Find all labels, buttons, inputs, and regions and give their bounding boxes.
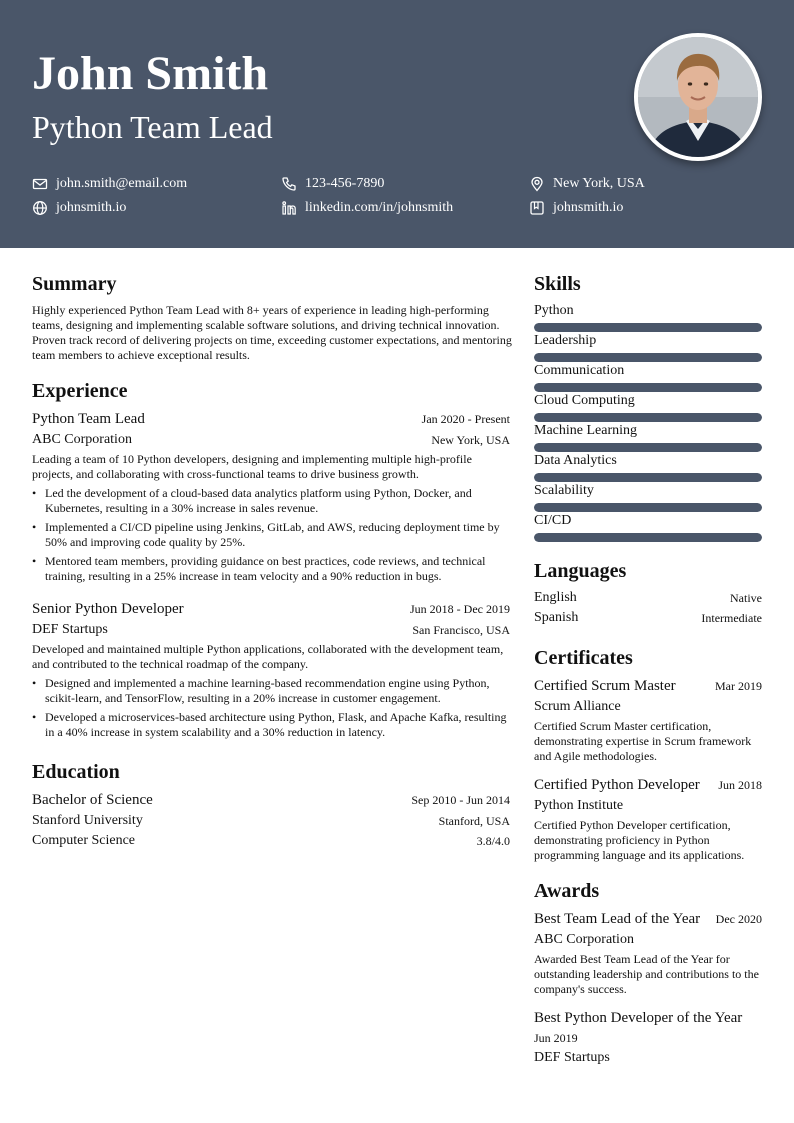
contact-location-text: New York, USA bbox=[553, 176, 645, 191]
skill-name: Machine Learning bbox=[534, 423, 638, 438]
skill-name: Cloud Computing bbox=[534, 393, 635, 408]
skill-level-bar bbox=[534, 473, 762, 482]
job-bullet: • Mentored team members, providing guidance on best practices, code reviews, and technical training, resulting in a 25% increase in team velocity and a 90% reduction in bugs. bbox=[45, 554, 510, 584]
mail-icon bbox=[32, 176, 48, 192]
skill-name: Communication bbox=[534, 363, 625, 378]
profile-photo bbox=[634, 33, 762, 161]
job-bullet: • Implemented a CI/CD pipeline using Jenkins, GitLab, and AWS, reducing deployment time by 50% and improving code quality by 25%. bbox=[45, 520, 510, 550]
education-degree: Bachelor of Science bbox=[32, 792, 153, 808]
award-date: Jun 2019 bbox=[534, 1031, 578, 1045]
contact-portfolio[interactable] bbox=[529, 199, 623, 217]
summary-heading: Summary bbox=[32, 273, 117, 295]
certificate-name: Certified Scrum Master bbox=[534, 678, 676, 694]
skill-level-bar bbox=[534, 503, 762, 512]
job-dates: Jun 2018 - Dec 2019 bbox=[410, 602, 510, 616]
summary-text: Highly experienced Python Team Lead with 8+ years of experience in leading high-performing teams, designing and implementing scalable software solutions, and driving technical innovation. Proven track record of delivering projects on time, exceeding customer expectations, and mentoring team members to achieve exceptional results. bbox=[32, 303, 512, 362]
experience-heading: Experience bbox=[32, 380, 128, 402]
job-location: San Francisco, USA bbox=[412, 623, 510, 637]
skill-level-fill bbox=[534, 533, 762, 542]
job-location: New York, USA bbox=[431, 433, 510, 447]
linkedin-icon bbox=[281, 200, 297, 216]
globe-icon bbox=[32, 200, 48, 216]
skill-level-fill bbox=[534, 383, 762, 392]
certificate-description: Certified Scrum Master certification, demonstrating expertise in Scrum framework and Agile methodologies. bbox=[534, 719, 752, 763]
award-name: Best Python Developer of the Year bbox=[534, 1010, 743, 1026]
skill-level-bar bbox=[534, 533, 762, 542]
skill-level-fill bbox=[534, 353, 762, 362]
job-bullet: • Developed a microservices-based architecture using Python, Flask, and Apache Kafka, resulting in a 40% increase in system scalability and a 30% reduction in latency. bbox=[45, 710, 510, 740]
skill-level-fill bbox=[534, 443, 762, 452]
skill-level-fill bbox=[534, 473, 762, 482]
language-level: Native bbox=[730, 591, 762, 605]
contact-linkedin[interactable] bbox=[281, 199, 453, 217]
certificate-date: Jun 2018 bbox=[718, 778, 762, 792]
language-name: Spanish bbox=[534, 610, 579, 625]
education-location: Stanford, USA bbox=[438, 814, 510, 828]
phone-icon bbox=[281, 176, 297, 192]
contact-email-text: john.smith@email.com bbox=[56, 176, 188, 191]
skill-name: Data Analytics bbox=[534, 453, 617, 468]
education-dates: Sep 2010 - Jun 2014 bbox=[411, 793, 510, 807]
contact-website[interactable] bbox=[32, 199, 126, 217]
profile-photo-image bbox=[638, 37, 758, 157]
award-name: Best Team Lead of the Year bbox=[534, 911, 701, 927]
bookmark-icon bbox=[529, 200, 545, 216]
award-issuer: DEF Startups bbox=[534, 1050, 610, 1065]
languages-heading: Languages bbox=[534, 560, 627, 582]
award-issuer: ABC Corporation bbox=[534, 932, 634, 947]
skill-level-fill bbox=[534, 413, 762, 422]
award-description: Awarded Best Team Lead of the Year for outstanding leadership and contributions to the company's success. bbox=[534, 952, 759, 996]
location-pin-icon bbox=[529, 176, 545, 192]
education-field: Computer Science bbox=[32, 833, 136, 848]
contact-email[interactable] bbox=[32, 175, 187, 193]
awards-heading: Awards bbox=[534, 880, 600, 902]
certificate-name: Certified Python Developer bbox=[534, 777, 700, 793]
contact-phone-text: 123-456-7890 bbox=[305, 176, 385, 191]
skills-heading: Skills bbox=[534, 273, 581, 295]
skill-name: Scalability bbox=[534, 483, 594, 498]
skill-level-bar bbox=[534, 443, 762, 452]
skill-level-bar bbox=[534, 413, 762, 422]
job-description: Developed and maintained multiple Python applications, collaborated with the development team, and contributed to the technical roadmap of the company. bbox=[32, 642, 504, 671]
education-school: Stanford University bbox=[32, 813, 143, 828]
job-description: Leading a team of 10 Python developers, designing and implementing multiple high-profile projects, and collaborating with cross-functional teams to drive business growth. bbox=[32, 452, 472, 481]
certificate-description: Certified Python Developer certification, demonstrating proficiency in Python programming language and its applications. bbox=[534, 818, 745, 862]
job-company: DEF Startups bbox=[32, 622, 108, 637]
contact-linkedin-text: linkedin.com/in/johnsmith bbox=[305, 200, 454, 215]
skill-level-bar bbox=[534, 353, 762, 362]
skill-name: CI/CD bbox=[534, 513, 572, 528]
skill-name: Leadership bbox=[534, 333, 597, 348]
contact-phone[interactable] bbox=[281, 175, 384, 193]
contact-website-text: johnsmith.io bbox=[56, 200, 127, 215]
education-gpa: 3.8/4.0 bbox=[476, 834, 510, 848]
skill-level-bar bbox=[534, 383, 762, 392]
contact-location bbox=[529, 175, 645, 193]
certificate-issuer: Python Institute bbox=[534, 798, 624, 813]
language-name: English bbox=[534, 590, 577, 605]
certificate-issuer: Scrum Alliance bbox=[534, 699, 621, 714]
skill-level-fill bbox=[534, 503, 762, 512]
resume-header bbox=[0, 0, 794, 248]
certificates-heading: Certificates bbox=[534, 647, 633, 669]
language-level: Intermediate bbox=[701, 611, 762, 625]
job-bullet: • Led the development of a cloud-based data analytics platform using Python, Docker, and Kubernetes, resulting in a 30% increase in sales revenue. bbox=[45, 486, 510, 516]
certificate-date: Mar 2019 bbox=[715, 679, 762, 693]
job-dates: Jan 2020 - Present bbox=[421, 412, 510, 426]
job-company: ABC Corporation bbox=[32, 432, 132, 447]
award-date: Dec 2020 bbox=[715, 912, 762, 926]
candidate-title: Python Team Lead bbox=[32, 109, 273, 145]
candidate-name: John Smith bbox=[32, 47, 269, 100]
skill-name: Python bbox=[534, 303, 574, 318]
skill-level-fill bbox=[534, 323, 762, 332]
job-bullet: • Designed and implemented a machine learning-based recommendation engine using Python, scikit-learn, and TensorFlow, resulting in a 20% increase in customer engagement. bbox=[45, 676, 510, 706]
contact-portfolio-text: johnsmith.io bbox=[553, 200, 624, 215]
job-role: Senior Python Developer bbox=[32, 601, 184, 617]
skill-level-bar bbox=[534, 323, 762, 332]
job-role: Python Team Lead bbox=[32, 411, 145, 427]
education-heading: Education bbox=[32, 761, 120, 783]
